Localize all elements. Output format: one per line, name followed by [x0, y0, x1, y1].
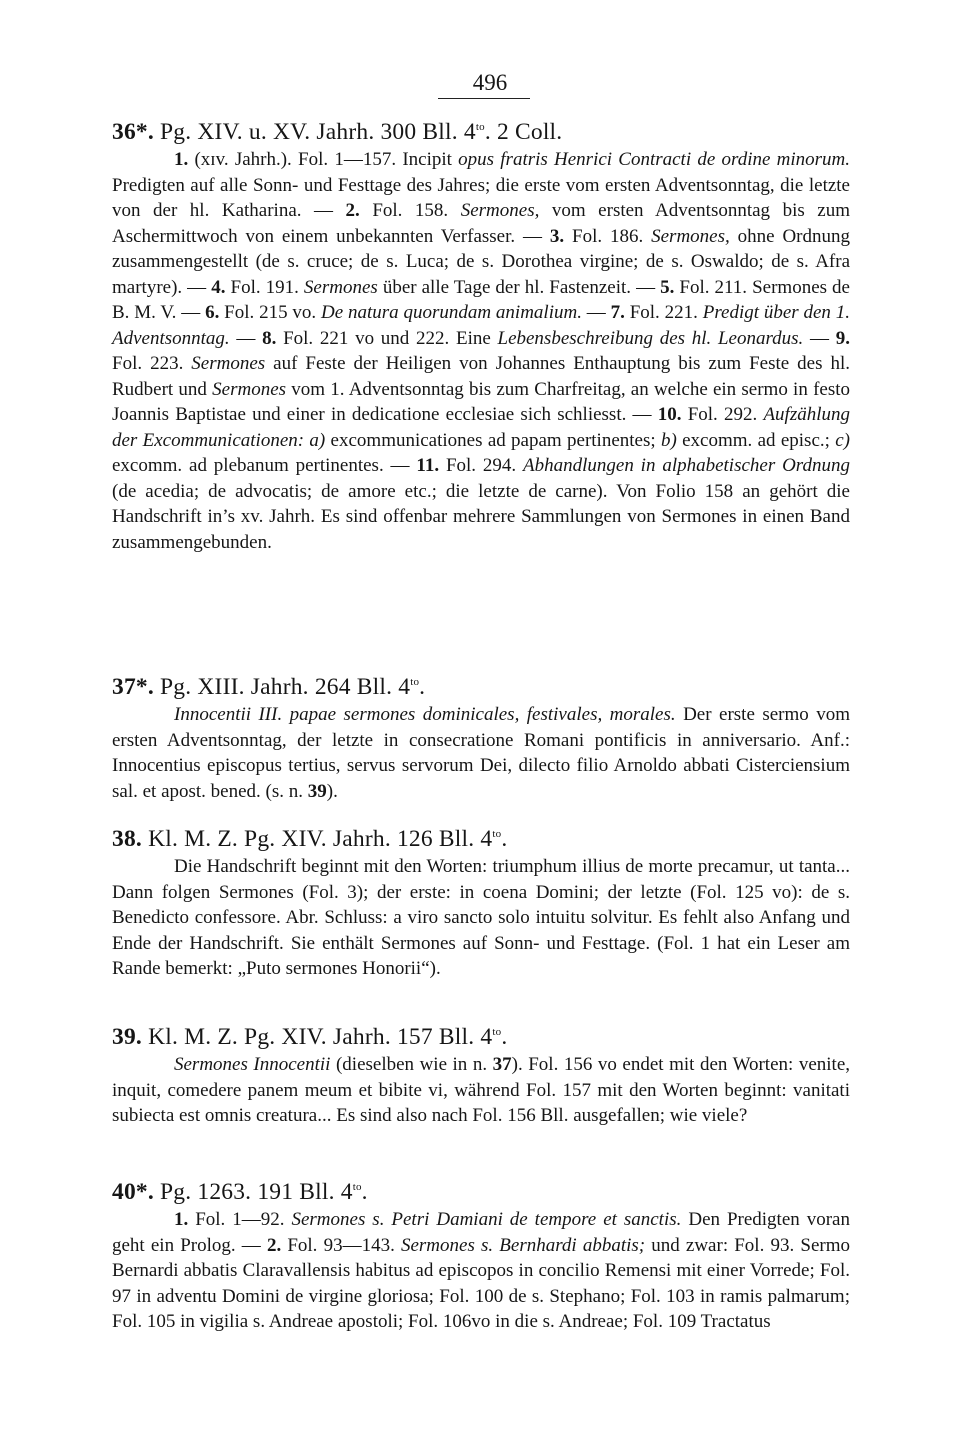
entry-description-tail: . [501, 1024, 508, 1050]
entry-description: Pg. XIV. u. XV. Jahrh. 300 Bll. 4 [160, 119, 476, 145]
entry-description-tail: . [501, 826, 508, 852]
entry-39 [112, 1022, 850, 1129]
page-number: 496 [472, 70, 508, 95]
entry-paragraph: Sermones Innocentii (dieselben wie in n. 37). Fol. 156 vo endet mit den Worten: venite, inquit, comedere panem meum et bibite vi, während Fol. 157 mit den Worten beginnt: vanitati subiecta est omnis creatura... Es sind also nach Fol. 156 Bll. ausgefallen; wie viele? [112, 1054, 850, 1126]
entry-paragraph: 1. Fol. 1—92. Sermones s. Petri Damiani de tempore et sanctis. Den Predigten voran geht ein Prolog. — 2. Fol. 93—143. Sermones s. Bernhardi abbatis; und zwar: Fol. 93. Sermo Bernardi abbatis Claravallensis habitus ad episcopos in concilio Remensi mit einer Vorrede; Fol. 97 in adventu Domini de virgine gloriosa; Fol. 100 de s. Stephano; Fol. 103 in ramis palmarum; Fol. 105 in vigilia s. Andreae apostoli; Fol. 106vo in die s. Andreae; Fol. 109 Tractatus [112, 1209, 850, 1332]
entry-37 [112, 672, 850, 804]
entry-heading [112, 824, 850, 854]
entry-heading [112, 1022, 850, 1052]
entry-heading [112, 672, 850, 702]
entry-body [112, 1207, 850, 1335]
entry-description-tail: . [419, 674, 426, 700]
entry-paragraph: 1. (xɪv. Jahrh.). Fol. 1—157. Incipit opus fratris Henrici Contracti de ordine minorum. Predigten auf alle Sonn- und Festtage des Jahres; die erste vom ersten Adventsonntag, die letzte von der hl. Katharina. — 2. Fol. 158. Sermones, vom ersten Adventsonntag bis zum Aschermittwoch von einem unbekannten Verfasser. — 3. Fol. 186. Sermones, ohne Ordnung zusammengestellt (de s. cruce; de s. Luca; de s. Dorothea virgine; de s. Oswaldo; de s. Afra martyre). — 4. Fol. 191. Sermones über alle Tage der hl. Fastenzeit. — 5. Fol. 211. Sermones de B. M. V. — 6. Fol. 215 vo. De natura quorundam animalium. — 7. Fol. 221. Predigt über den 1. Adventsonntag. — 8. Fol. 221 vo und 222. Eine Lebensbeschreibung des hl. Leonardus. — 9. Fol. 223. Sermones auf Feste der Heiligen von Johannes Enthauptung bis zum Feste des hl. Rudbert und Sermones vom 1. Adventsonntag bis zum Charfreitag, an welche ein sermo in festo Joannis Baptistae und einer in dedicatione ecclesiae sich schliesst. — 10. Fol. 292. Aufzählung der Excommunicationen: a) excommunicationes ad papam pertinentes; b) excomm. ad episc.; c) excomm. ad plebanum pertinentes. — 11. Fol. 294. Abhandlungen in alphabetischer Ordnung (de acedia; de advocatis; de amore etc.; die letzte de carne). Von Folio 158 an gehört die Handschrift in’s xv. Jahrh. Es sind offenbar mehrere Sammlungen von Sermones in einen Band zusammengebunden. [112, 149, 851, 553]
entry-paragraph: Die Handschrift beginnt mit den Worten: triumphum illius de morte precamur, ut tanta... Dann folgen Sermones (Fol. 3); der erste: in coena Domini; der letzte (Fol. 125 vo): de s. Benedicto confessore. Abr. Schluss: a viro sancto solo intuitu solvitur. Es fehlt also Anfang und Ende der Handschrift. Sie enthält Sermones auf Sonn- und Festtage. (Fol. 1 hat ein Leser am Rande bemerkt: „Puto sermones Honorii“). [112, 856, 850, 979]
entry-body [112, 854, 850, 982]
entry-description: Pg. 1263. 191 Bll. 4 [160, 1179, 353, 1205]
entry-description-tail: . 2 Coll. [484, 119, 563, 145]
entry-number: 40*. [112, 1179, 154, 1205]
entry-description: Pg. XIII. Jahrh. 264 Bll. 4 [160, 674, 411, 700]
entry-body [112, 147, 850, 555]
entry-description-tail: . [361, 1179, 368, 1205]
format-superscript: to [352, 1181, 362, 1193]
entry-number: 37*. [112, 674, 154, 700]
entry-number: 39. [112, 1024, 142, 1050]
entry-38 [112, 824, 850, 982]
format-superscript: to [492, 1026, 502, 1038]
entry-40 [112, 1177, 850, 1335]
format-superscript: to [475, 121, 485, 133]
format-superscript: to [410, 676, 420, 688]
entry-paragraph: Innocentii III. papae sermones dominicales, festivales, morales. Der erste sermo vom ersten Adventsonntag, der letzte in consecratione Romani pontificis in anniversario. Anf.: Innocentius episcopus tertius, servus servorum Dei, dilecto filio Arnoldo abbati Cisterciensium sal. et apost. bened. (s. n. 39). [112, 704, 850, 802]
entry-body [112, 702, 850, 804]
entry-heading [112, 117, 850, 147]
entry-description: Kl. M. Z. Pg. XIV. Jahrh. 157 Bll. 4 [148, 1024, 493, 1050]
entry-heading [112, 1177, 850, 1207]
entry-description: Kl. M. Z. Pg. XIV. Jahrh. 126 Bll. 4 [148, 826, 493, 852]
entry-number: 38. [112, 826, 142, 852]
page-number-rule [438, 98, 530, 99]
entry-36 [112, 117, 850, 555]
format-superscript: to [492, 828, 502, 840]
entry-number: 36*. [112, 119, 154, 145]
entry-body [112, 1052, 850, 1129]
